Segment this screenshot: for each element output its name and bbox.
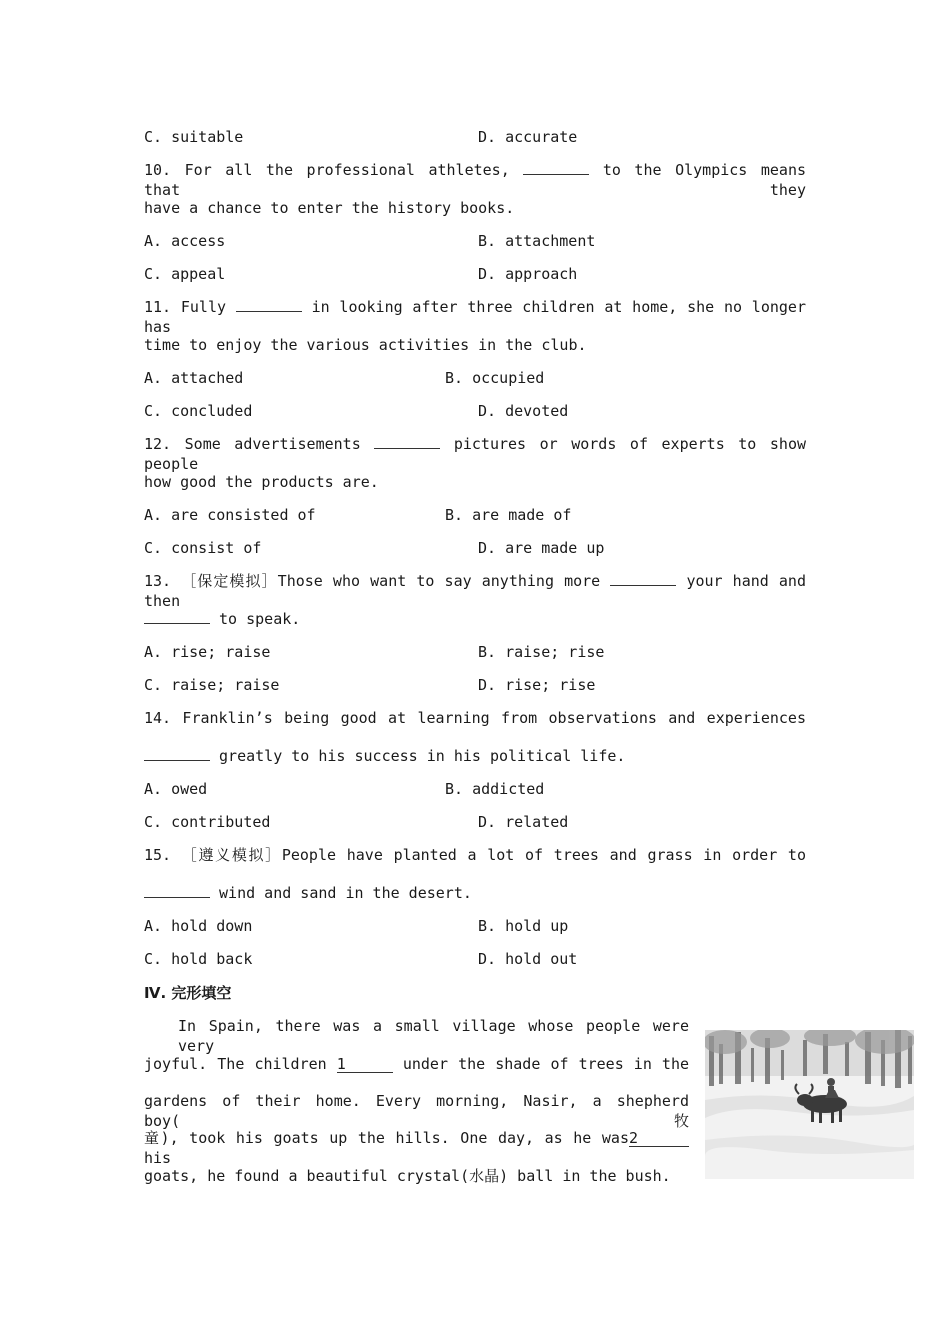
buffalo-illustration <box>705 1030 914 1179</box>
answer-blank <box>523 160 589 175</box>
story-line1: In Spain, there was a small village whose people were very <box>178 1017 689 1055</box>
q11-option-a: A. attached <box>144 369 244 387</box>
q15-stem-line2: wind and sand in the desert. <box>144 883 472 903</box>
q10-option-c: C. appeal <box>144 265 226 283</box>
q9-option-c: C. suitable <box>144 128 244 146</box>
q14-stem-line1: 14. Franklin’s being good at learning from observations and experiences <box>144 709 806 727</box>
q15-option-c: C. hold back <box>144 950 253 968</box>
q9-option-d: D. accurate <box>478 128 578 146</box>
q14-option-c: C. contributed <box>144 813 271 831</box>
q11-option-d: D. devoted <box>478 402 569 420</box>
answer-blank <box>610 571 676 586</box>
q12-option-b: B. are made of <box>445 506 572 524</box>
cloze-blank-1: 1 <box>337 1056 393 1073</box>
q10-stem-line1: 10. For all the professional athletes, to the Olympics means that they <box>144 161 807 199</box>
q11-stem-line2: time to enjoy the various activities in the club. <box>144 336 587 354</box>
q12-option-c: C. consist of <box>144 539 262 557</box>
answer-blank <box>144 746 210 761</box>
q13-option-a: A. rise; raise <box>144 643 271 661</box>
q10-option-d: D. approach <box>478 265 578 283</box>
story-line4: 童), took his goats up the hills. One day, as he was2his <box>144 1128 689 1168</box>
q11-option-b: B. occupied <box>445 369 545 387</box>
q15-option-b: B. hold up <box>478 917 569 935</box>
story-line5: goats, he found a beautiful crystal(水晶) ball in the bush. <box>144 1167 671 1185</box>
cloze-blank-2: 2 <box>629 1130 689 1147</box>
q13-stem-line1: 13. ［保定模拟］Those who want to say anything more your hand and then <box>144 572 806 610</box>
q13-stem-line2: to speak. <box>144 609 300 629</box>
q15-option-a: A. hold down <box>144 917 253 935</box>
answer-blank <box>236 297 302 312</box>
q10-option-b: B. attachment <box>478 232 596 250</box>
q12-stem-line1: 12. Some advertisements pictures or words of experts to show people <box>144 435 807 473</box>
answer-blank <box>144 609 210 624</box>
answer-blank <box>144 883 210 898</box>
q15-option-d: D. hold out <box>478 950 578 968</box>
answer-blank <box>374 434 440 449</box>
story-line3: gardens of their home. Every morning, Nasir, a shepherd boy(牧 <box>144 1092 689 1130</box>
q14-option-b: B. addicted <box>445 780 545 798</box>
q13-option-d: D. rise; rise <box>478 676 596 694</box>
section-heading: Ⅳ. 完形填空 <box>144 984 232 1002</box>
q14-option-a: A. owed <box>144 780 208 798</box>
q12-option-a: A. are consisted of <box>144 506 316 524</box>
q12-option-d: D. are made up <box>478 539 605 557</box>
q10-stem-line2: have a chance to enter the history books. <box>144 199 515 217</box>
q14-stem-line2: greatly to his success in his political life. <box>144 746 625 766</box>
story-line2: joyful. The children 1 under the shade of trees in the <box>144 1055 690 1073</box>
q11-option-c: C. concluded <box>144 402 253 420</box>
q15-stem-line1: 15. ［遵义模拟］People have planted a lot of trees and grass in order to <box>144 846 806 864</box>
ink-painting-image <box>705 1030 914 1179</box>
q11-stem-line1: 11. Fully in looking after three children at home, she no longer has <box>144 298 806 336</box>
q13-option-b: B. raise; rise <box>478 643 605 661</box>
q10-option-a: A. access <box>144 232 226 250</box>
q13-option-c: C. raise; raise <box>144 676 280 694</box>
q14-option-d: D. related <box>478 813 569 831</box>
q12-stem-line2: how good the products are. <box>144 473 379 491</box>
